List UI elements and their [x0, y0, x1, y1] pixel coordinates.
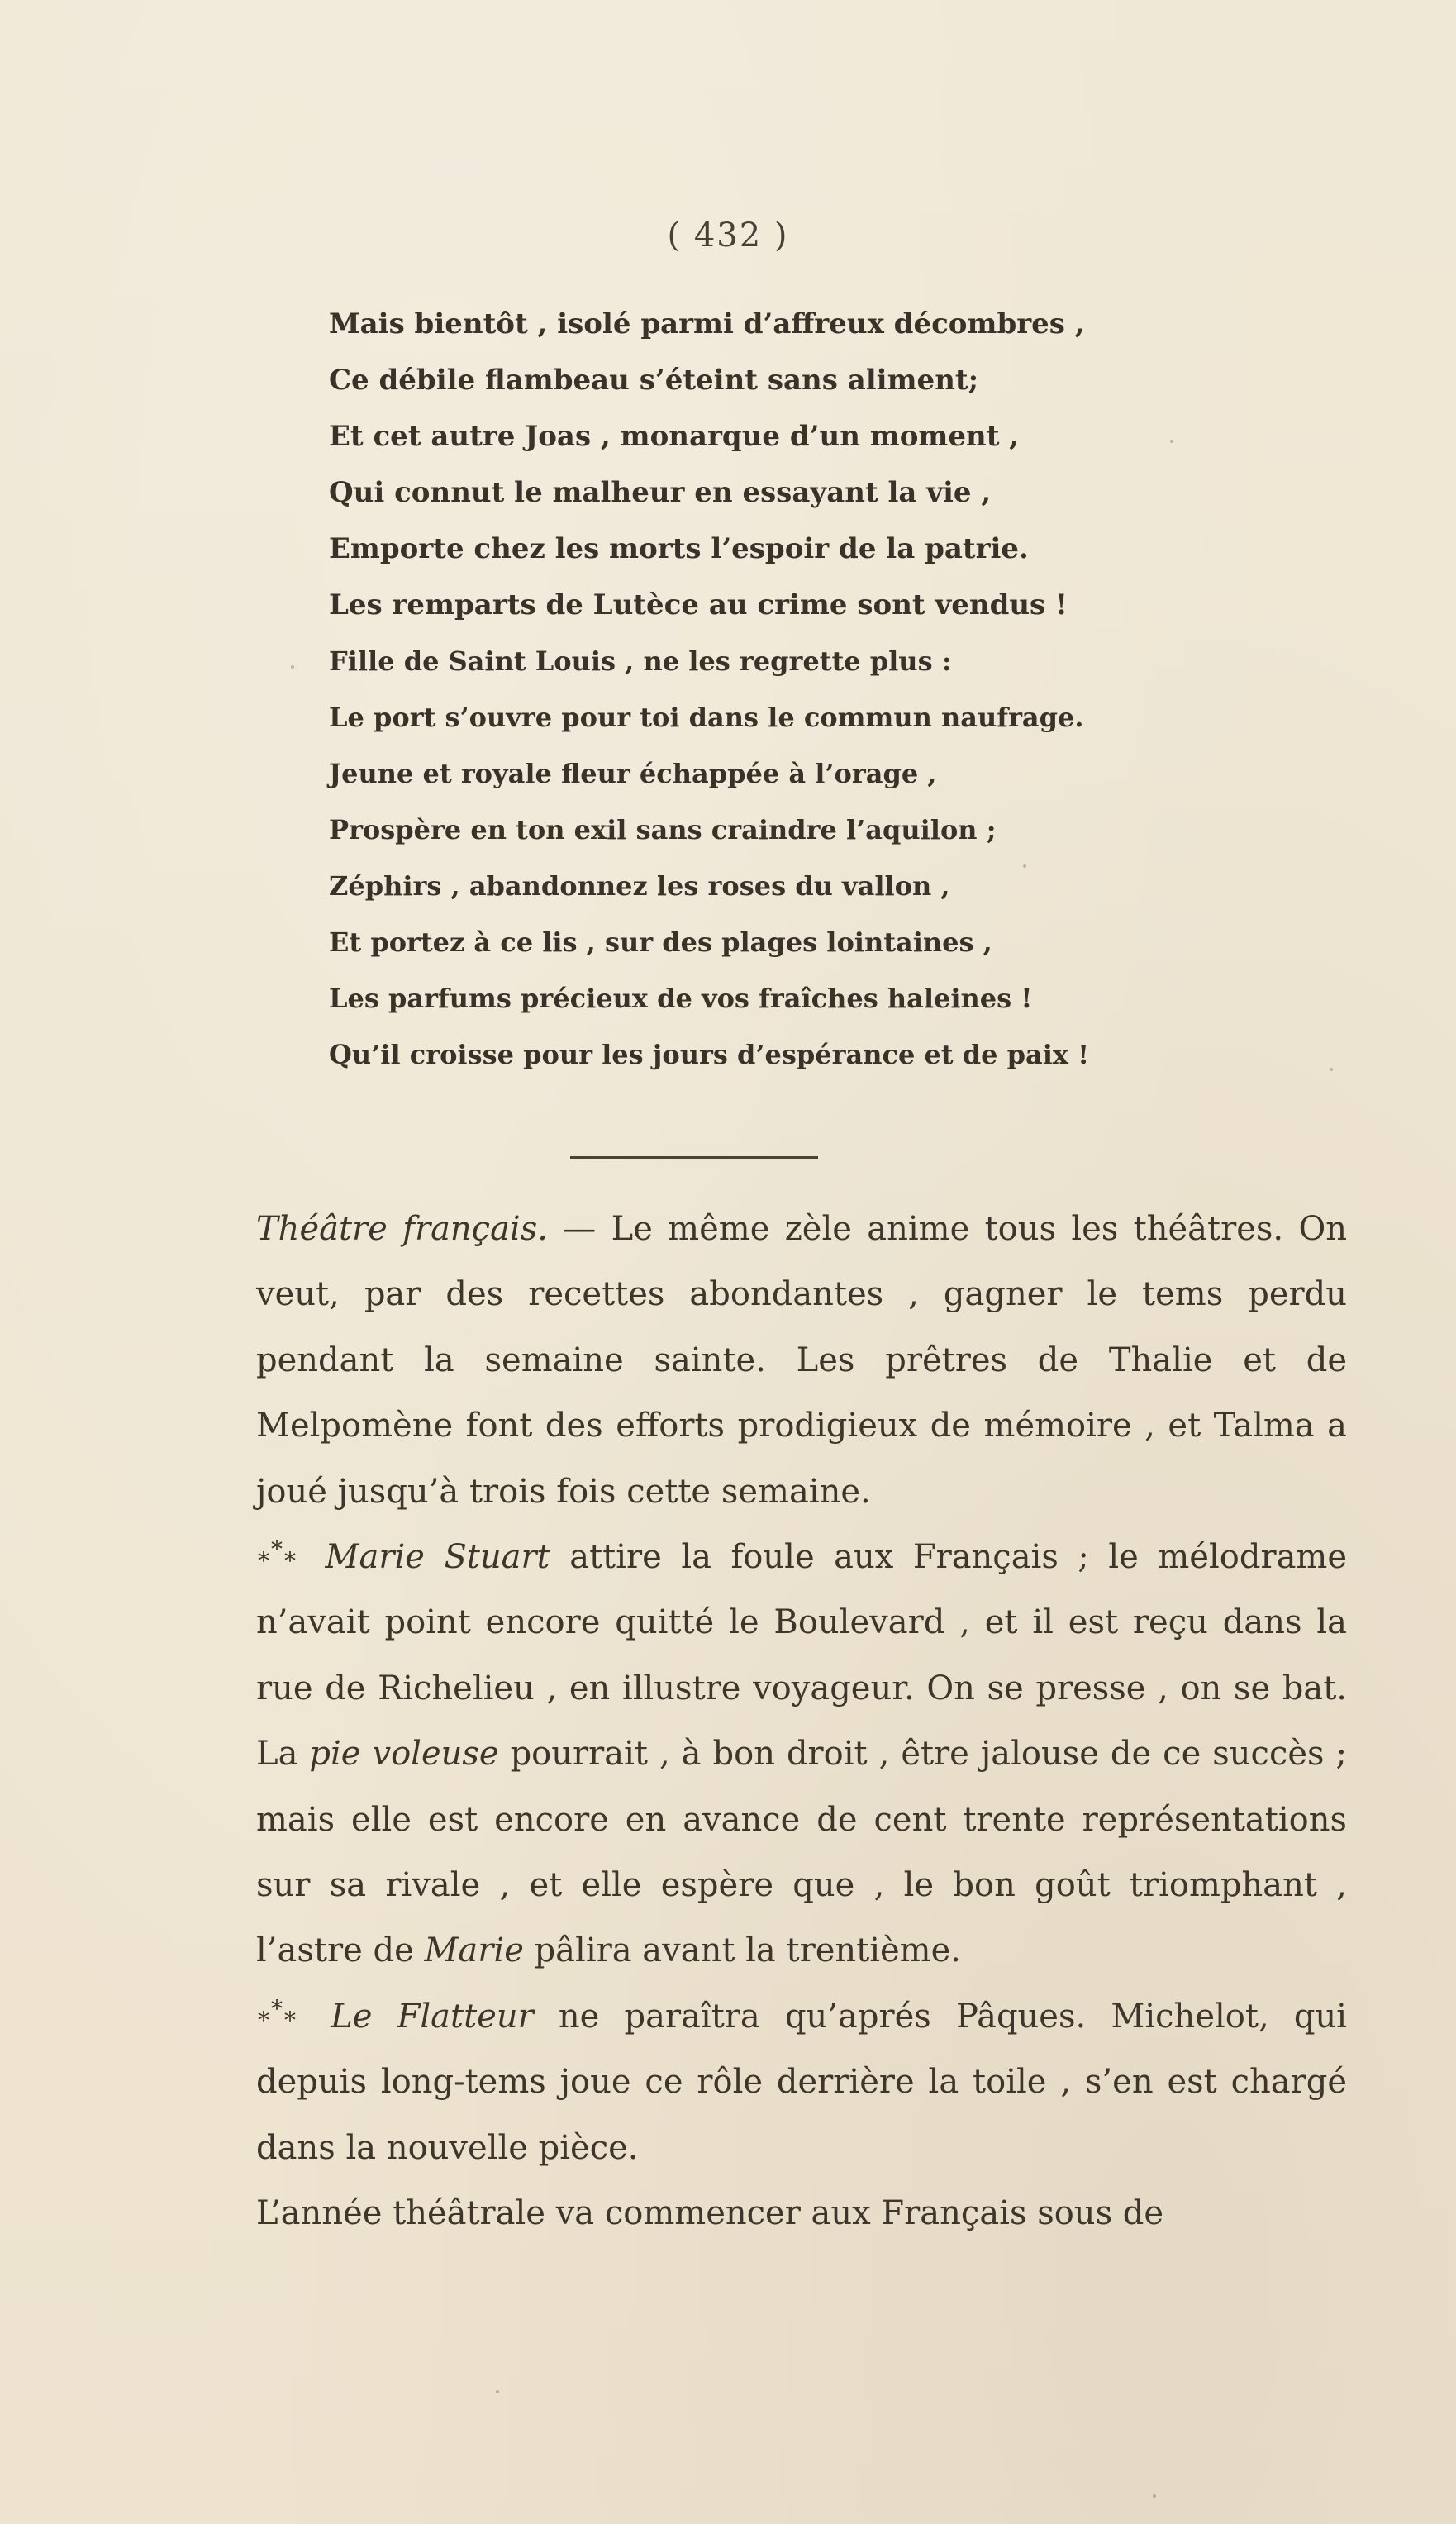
poem-line: Mais bientôt , isolé parmi d’affreux décombres , [329, 307, 1085, 341]
poem-line: Ce débile flambeau s’éteint sans aliment; [329, 364, 979, 397]
paragraph-le-flatteur [256, 1984, 1347, 2181]
poem-line: Qu’il croisse pour les jours d’espérance et de paix ! [329, 1039, 1090, 1070]
paragraph-marie-stuart [256, 1525, 1347, 1984]
paragraph-text: attire la foule aux Français ; le mélodrame n’avait point encore quitté le Boulevard , et il est reçu dans la rue de Richelieu , en illustre voyageur. On se presse , on se bat. La [256, 1538, 1348, 1774]
section-divider [570, 1156, 818, 1159]
page-number: ( 432 ) [667, 217, 789, 255]
paragraph-annee-theatrale [256, 2181, 1347, 2246]
poem-line: Les parfums précieux de vos fraîches haleines ! [329, 983, 1033, 1014]
poem-line: Qui connut le malheur en essayant la vie , [329, 476, 992, 509]
poem-line: Prospère en ton exil sans craindre l’aquilon ; [329, 814, 997, 845]
poem-block [329, 296, 1279, 1083]
paragraph-text: pâlira avant la trentième. [523, 1931, 961, 1970]
paragraph-text: — Le même zèle anime tous les théâtres. On veut, par des recettes abondantes , gagner le tems perdu pendant la semaine sainte. Les prêtres de Thalie et de Melpomène font des efforts prodigieux de mémoire , et Talma a joué jusqu’à trois fois cette semaine. [256, 1210, 1347, 1511]
poem-line: Emporte chez les morts l’espoir de la patrie. [329, 532, 1029, 565]
paragraph-text: L’année théâtrale va commencer aux Français sous de [256, 2194, 1164, 2233]
poem-line: Fille de Saint Louis , ne les regrette plus : [329, 645, 952, 677]
poem-line: Et cet autre Joas , monarque d’un moment , [329, 420, 1020, 453]
asterism-icon: * * * [258, 1994, 296, 2034]
poem-line: Les remparts de Lutèce au crime sont vendus ! [329, 588, 1068, 621]
paragraph-theatre-francais [256, 1197, 1347, 1525]
prose-block [256, 1197, 1347, 2247]
poem-line: Et portez à ce lis , sur des plages lointaines , [329, 926, 992, 958]
paragraph-text: ne paraîtra qu’aprés Pâques. Michelot, qui depuis long-tems joue ce rôle derrière la toile , s’en est chargé dans la nouvelle pièce. [256, 1997, 1347, 2167]
play-title: Marie Stuart [325, 1538, 550, 1577]
play-title: pie voleuse [309, 1735, 499, 1774]
asterism-icon: * * * [258, 1536, 296, 1575]
section-heading: Théâtre français. [256, 1210, 548, 1248]
poem-line: Zéphirs , abandonnez les roses du vallon , [329, 870, 950, 902]
poem-line: Le port s’ouvre pour toi dans le commun naufrage. [329, 702, 1084, 733]
play-title: Marie [424, 1931, 524, 1970]
play-title: Le Flatteur [331, 1997, 534, 2036]
paragraph-text: pourrait , à bon droit , être jalouse de ce succès ; mais elle est encore en avance de cent trente représentations sur sa rivale , et elle espère que , le bon goût triomphant , l’astre de [256, 1735, 1348, 1970]
poem-line: Jeune et royale fleur échappée à l’orage , [329, 758, 937, 789]
